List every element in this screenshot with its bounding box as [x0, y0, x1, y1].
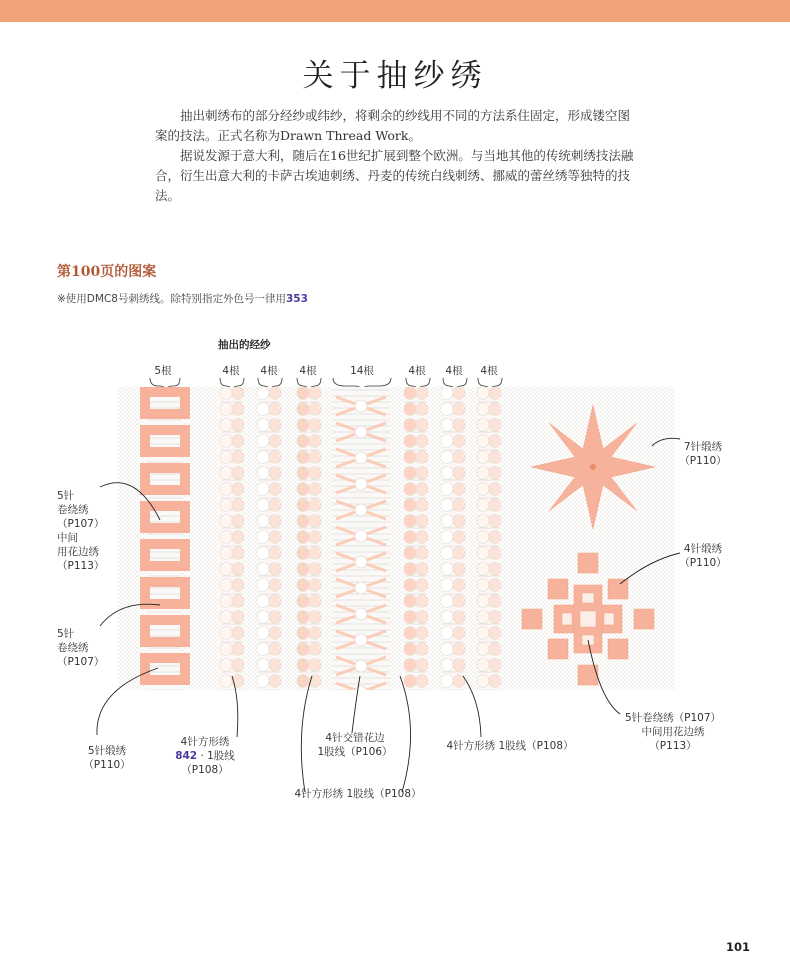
label-text: （P110） [679, 455, 727, 467]
page-title: 关于抽纱绣 [302, 58, 488, 94]
label-text: 4针交错花边 [325, 732, 385, 744]
label-text: 5针 [57, 490, 75, 502]
label-text: 5针卷绕绣（P107） [624, 712, 722, 724]
label-text: （P110） [679, 557, 727, 569]
intro-text [155, 106, 637, 206]
top-label-5: 5根 [154, 365, 172, 377]
diagram-header: 抽出的经纱 [218, 339, 271, 351]
label-roll-stitch-right [608, 711, 738, 753]
top-label-4c: 4根 [299, 365, 317, 377]
label-text: 4针方形绣 [180, 736, 230, 748]
label-satin-4 [668, 542, 738, 570]
label-roll-stitch-lace [57, 489, 104, 573]
intro-paragraph-1: 抽出刺绣布的部分经纱或纬纱，将剩余的纱线用不同的方法系住固定，形成镂空图案的技法。正式名称为Drawn Thread Work。 [155, 108, 631, 143]
top-label-4e: 4根 [445, 365, 463, 377]
label-text: （P107） [57, 518, 105, 530]
label-text: 4针缎绣 [683, 543, 723, 555]
label-text: 中间 [57, 532, 78, 544]
label-text: （P113） [57, 560, 105, 572]
label-text: 1股线（P106） [317, 746, 393, 758]
label-square-bottom: 4针方形绣 1股线（P108） [294, 788, 422, 800]
label-text: 用花边绣 [57, 546, 99, 558]
thread-color-code: 353 [285, 293, 308, 305]
label-text: （P110） [83, 759, 131, 771]
intro-paragraph-2: 据说发源于意大利，随后在16世纪扩展到整个欧洲。与当地其他的传统刺绣技法融合，衍生出意大利的卡萨古埃迪刺绣、丹麦的传统白线刺绣、挪威的蕾丝绣等独特的技法。 [155, 148, 634, 203]
label-text: 7针缎绣 [683, 441, 723, 453]
label-satin-5 [72, 744, 142, 772]
color-code-842: 842 [175, 750, 198, 762]
label-square-right: 4针方形绣 1股线（P108） [446, 740, 574, 752]
thread-note [57, 291, 308, 306]
section-title: 第100页的图案 [57, 264, 157, 280]
embroidery-sample-photo [118, 387, 675, 690]
top-label-4b: 4根 [260, 365, 278, 377]
page-number: 101 [726, 940, 751, 954]
label-text: 卷绕绣 [57, 504, 89, 516]
label-satin-7 [668, 440, 738, 468]
label-alternating-lace [300, 731, 410, 759]
label-text: （P113） [649, 740, 697, 752]
label-text: 卷绕绣 [57, 642, 89, 654]
label-text: （P108） [181, 764, 229, 776]
label-text: 5针缎绣 [87, 745, 127, 757]
top-label-4a: 4根 [222, 365, 240, 377]
label-text: 5针 [57, 628, 75, 640]
label-text: （P107） [57, 656, 105, 668]
label-roll-stitch [57, 627, 104, 669]
label-text: 中间用花边绣 [641, 726, 705, 738]
top-label-4f: 4根 [480, 365, 498, 377]
top-color-band [0, 0, 790, 22]
top-label-14: 14根 [350, 365, 374, 377]
top-label-4d: 4根 [408, 365, 426, 377]
thread-note-text: ※使用DMC8号刺绣线。除特别指定外色号一律用 [57, 293, 286, 305]
label-square-842 [170, 735, 240, 777]
label-text: · 1股线 [200, 750, 235, 762]
